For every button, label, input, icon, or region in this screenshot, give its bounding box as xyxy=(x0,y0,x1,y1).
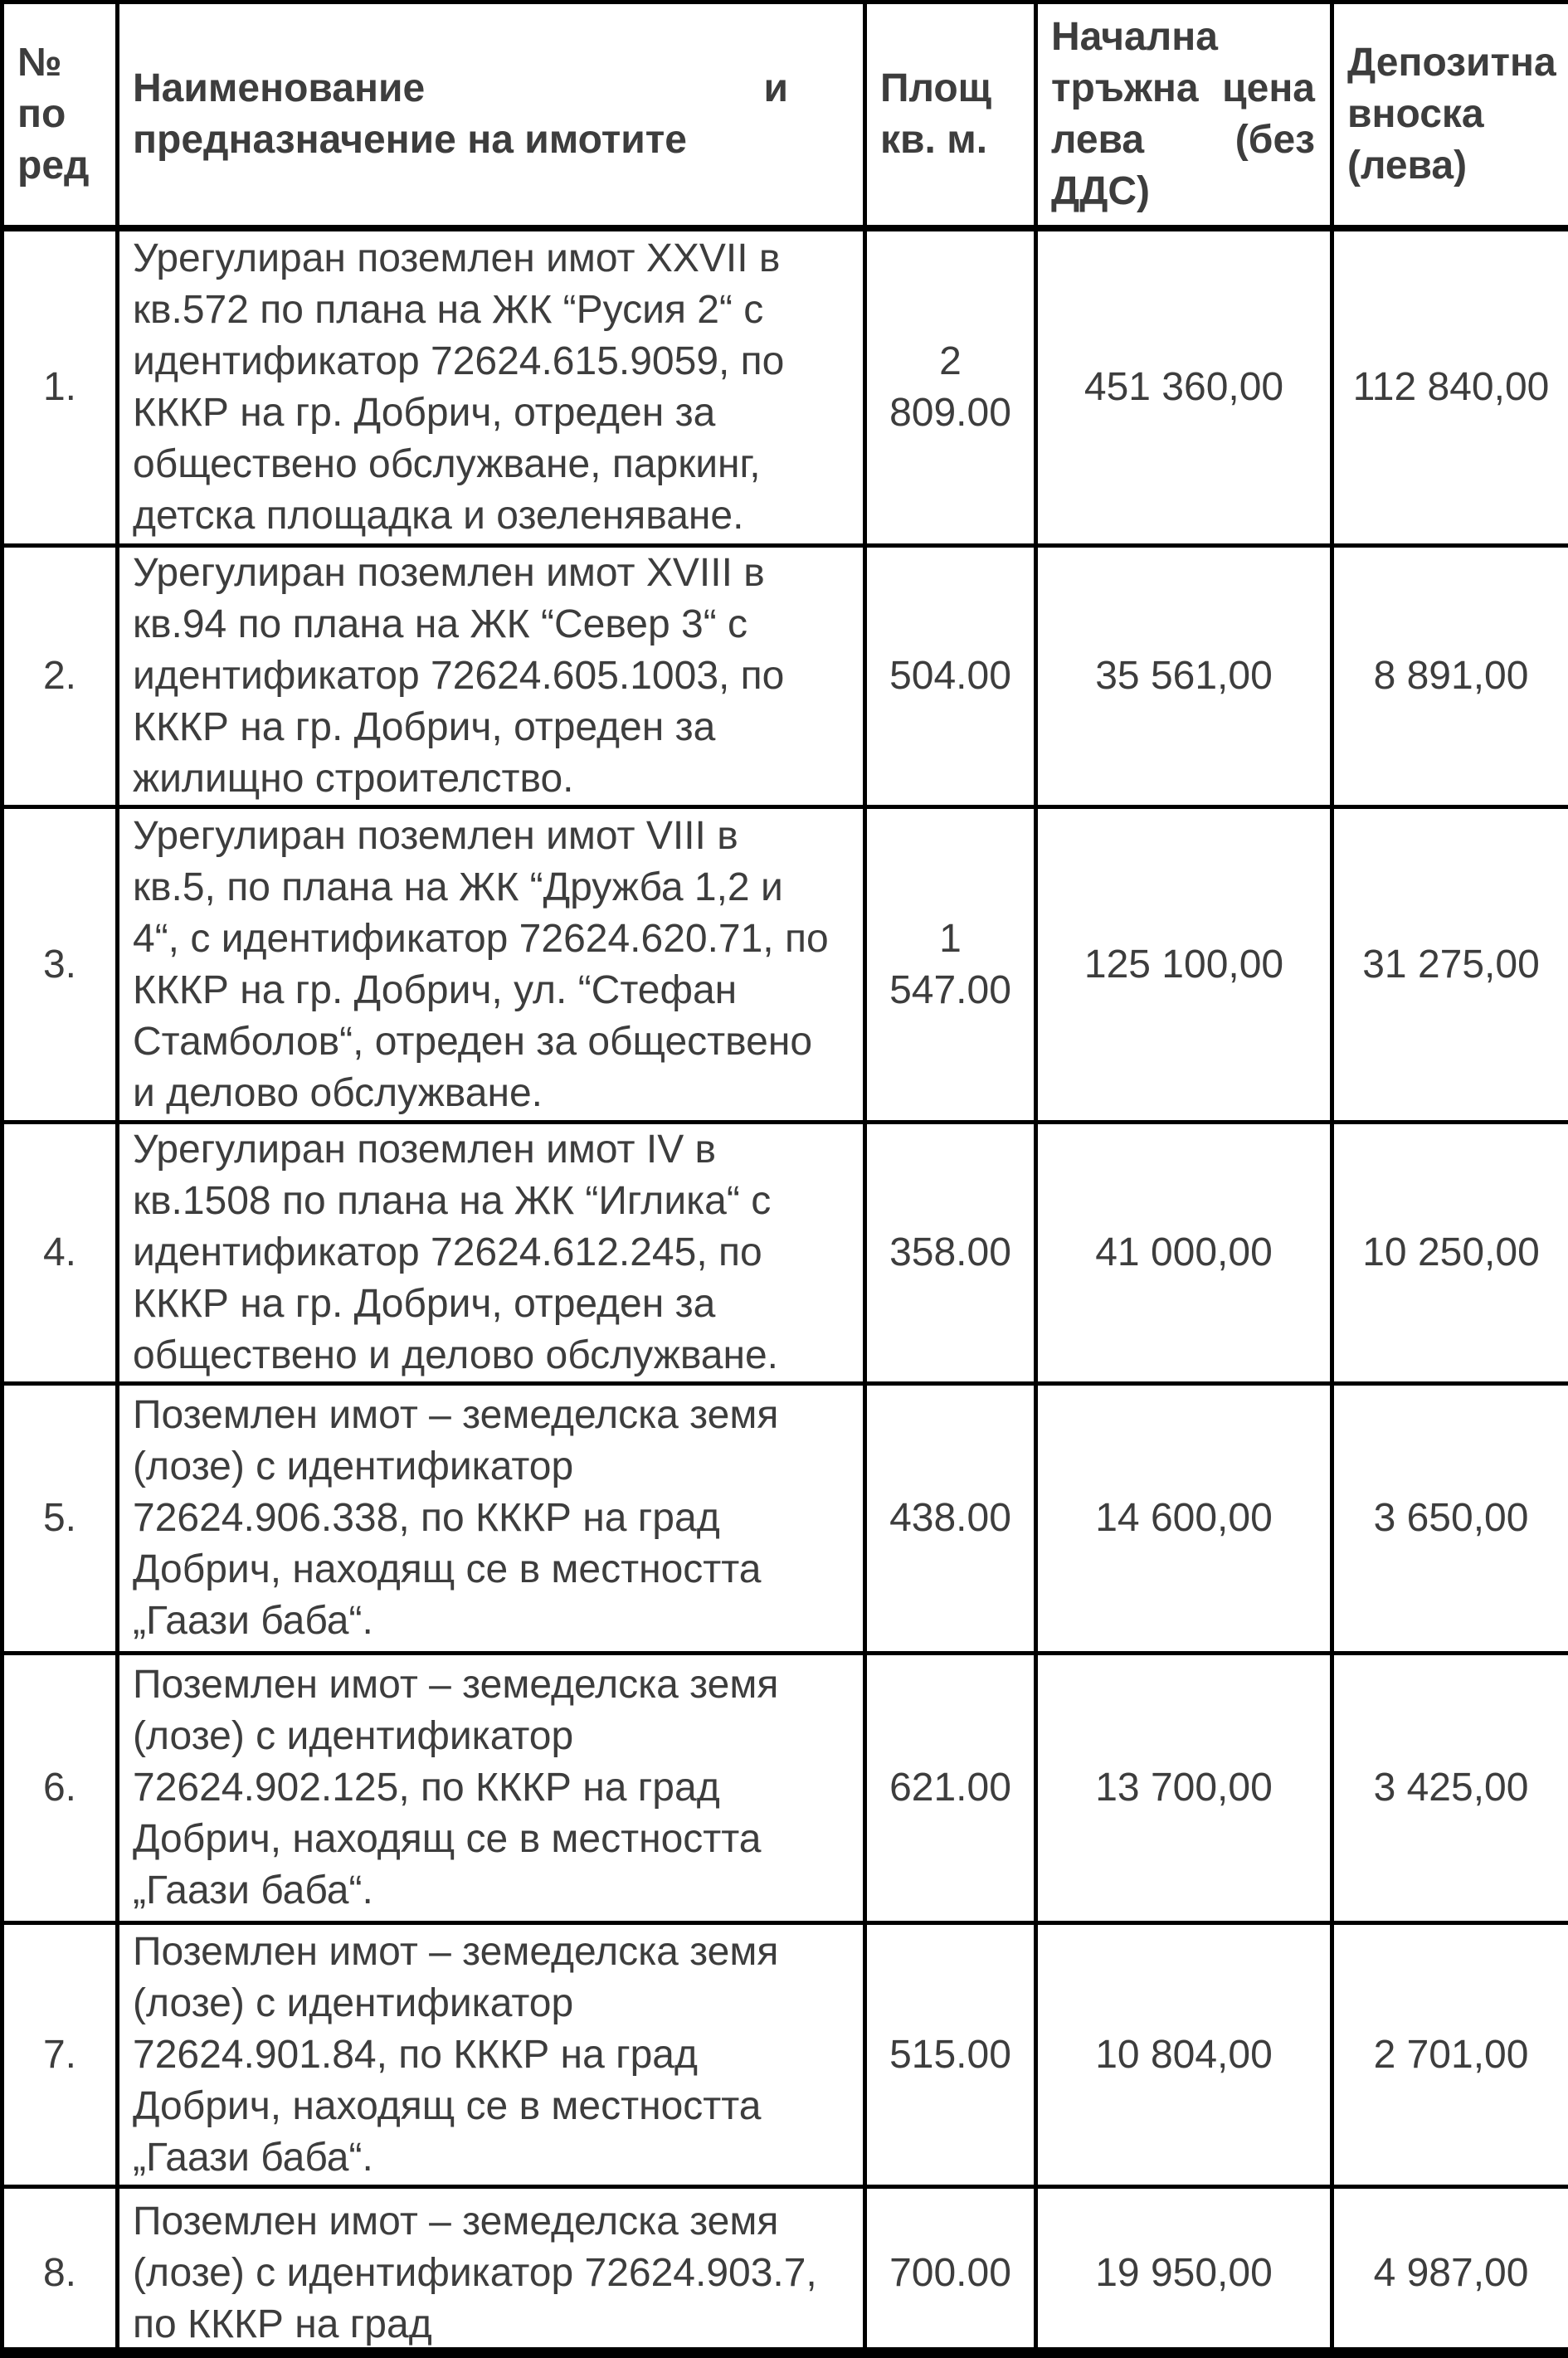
property-description: Урегулиран поземлен имот XXVII в кв.572 по плана на ЖК “Русия 2“ с идентификатор 72624.615.9059, по КККР на гр. Добрич, отреден за обществено обслужване, паркинг, детска площадка и озеленяване. xyxy=(118,228,865,546)
table-row xyxy=(2,228,1568,546)
starting-price: 41 000,00 xyxy=(1036,1123,1332,1384)
starting-price: 35 561,00 xyxy=(1036,546,1332,807)
property-area: 515.00 xyxy=(865,1923,1036,2187)
starting-price: 125 100,00 xyxy=(1036,807,1332,1123)
property-area: 700.00 xyxy=(865,2187,1036,2358)
property-description: Урегулиран поземлен имот VIII в кв.5, по плана на ЖК “Дружба 1,2 и 4“, с идентификатор 72624.620.71, по КККР на гр. Добрич, ул. “Стефан Стамболов“, отреден за обществено и делово обслужване. xyxy=(118,807,865,1123)
property-description: Поземлен имот – земеделска земя (лозе) с идентификатор 72624.901.84, по КККР на град Добрич, находящ се в местността „Гаази баба“. xyxy=(118,1923,865,2187)
property-description: Поземлен имот – земеделска земя (лозе) с идентификатор 72624.906.338, по КККР на град Добрич, находящ се в местността „Гаази баба“. xyxy=(118,1384,865,1654)
deposit-amount: 4 987,00 xyxy=(1332,2187,1568,2358)
property-description: Поземлен имот – земеделска земя (лозе) с идентификатор 72624.903.7, по КККР на град xyxy=(118,2187,865,2358)
deposit-amount: 8 891,00 xyxy=(1332,546,1568,807)
property-area: 2 809.00 xyxy=(865,228,1036,546)
property-area: 438.00 xyxy=(865,1384,1036,1654)
table-row xyxy=(2,2187,1568,2358)
property-area: 504.00 xyxy=(865,546,1036,807)
col-header-deposit: Депозитна вноска (лева) xyxy=(1332,2,1568,228)
property-description: Урегулиран поземлен имот XVIII в кв.94 по плана на ЖК “Север 3“ с идентификатор 72624.605.1003, по КККР на гр. Добрич, отреден за жилищно строителство. xyxy=(118,546,865,807)
property-area: 1 547.00 xyxy=(865,807,1036,1123)
deposit-amount: 3 650,00 xyxy=(1332,1384,1568,1654)
header-row xyxy=(2,2,1568,228)
deposit-amount: 3 425,00 xyxy=(1332,1654,1568,1923)
deposit-amount: 2 701,00 xyxy=(1332,1923,1568,2187)
row-number: 6. xyxy=(2,1654,118,1923)
deposit-amount: 10 250,00 xyxy=(1332,1123,1568,1384)
starting-price: 14 600,00 xyxy=(1036,1384,1332,1654)
starting-price: 451 360,00 xyxy=(1036,228,1332,546)
property-description: Поземлен имот – земеделска земя (лозе) с идентификатор 72624.902.125, по КККР на град Добрич, находящ се в местността „Гаази баба“. xyxy=(118,1654,865,1923)
property-area: 358.00 xyxy=(865,1123,1036,1384)
starting-price: 19 950,00 xyxy=(1036,2187,1332,2358)
row-number: 3. xyxy=(2,807,118,1123)
row-number: 1. xyxy=(2,228,118,546)
row-number: 2. xyxy=(2,546,118,807)
deposit-amount: 112 840,00 xyxy=(1332,228,1568,546)
starting-price: 13 700,00 xyxy=(1036,1654,1332,1923)
deposit-amount: 31 275,00 xyxy=(1332,807,1568,1123)
table-row xyxy=(2,1384,1568,1654)
row-number: 8. xyxy=(2,2187,118,2358)
col-header-number: № по ред xyxy=(2,2,118,228)
table-row xyxy=(2,1123,1568,1384)
col-header-starting-price: Начална тръжна цена лева (без ДДС) xyxy=(1036,2,1332,228)
table-row xyxy=(2,546,1568,807)
row-number: 4. xyxy=(2,1123,118,1384)
property-area: 621.00 xyxy=(865,1654,1036,1923)
table-row xyxy=(2,807,1568,1123)
starting-price: 10 804,00 xyxy=(1036,1923,1332,2187)
table-row xyxy=(2,1923,1568,2187)
property-description: Урегулиран поземлен имот IV в кв.1508 по плана на ЖК “Иглика“ с идентификатор 72624.612.245, по КККР на гр. Добрич, отреден за обществено и делово обслужване. xyxy=(118,1123,865,1384)
row-number: 5. xyxy=(2,1384,118,1654)
col-header-area: Площ кв. м. xyxy=(865,2,1036,228)
col-header-name-purpose: Наименование и предназначение на имотите xyxy=(118,2,865,228)
row-number: 7. xyxy=(2,1923,118,2187)
page-cut-edge xyxy=(0,2347,1568,2358)
table-row xyxy=(2,1654,1568,1923)
